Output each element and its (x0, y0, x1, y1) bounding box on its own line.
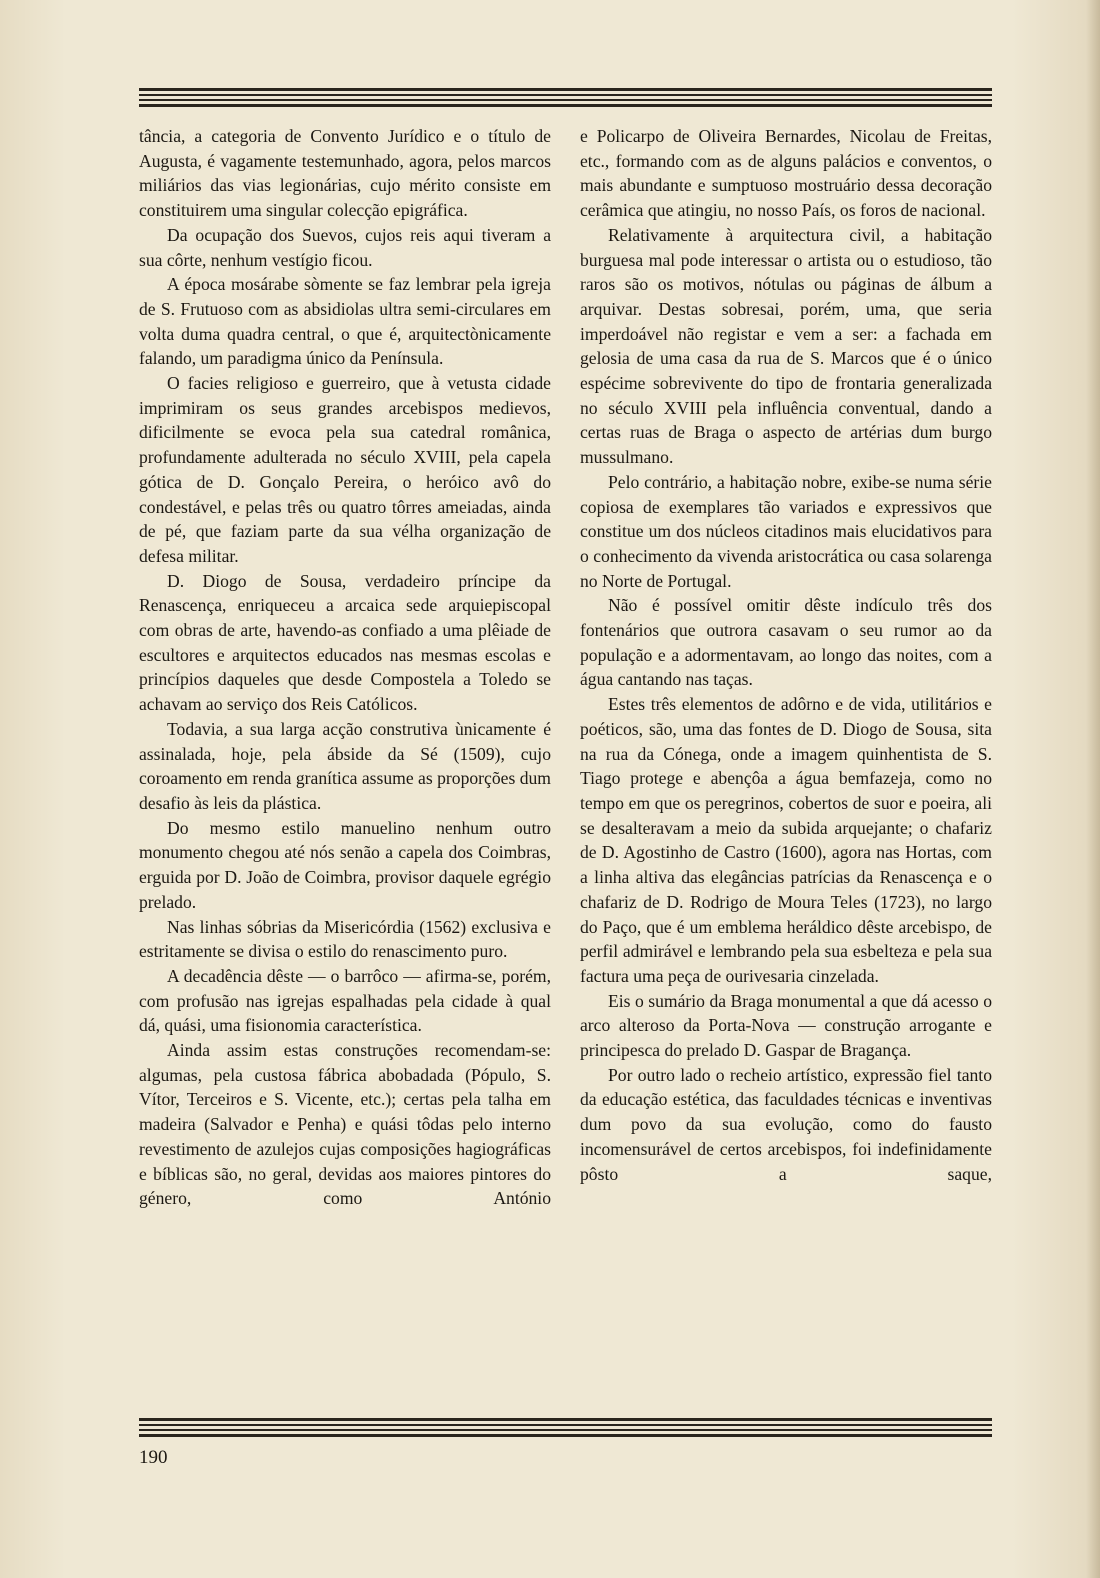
paragraph: D. Diogo de Sousa, verdadeiro príncipe da Renascença, enriqueceu a arcaica sede arquiepiscopal com obras de arte, havendo-as confiado a uma plêiade de escultores e arquitectos educados nas mesmas escolas e princípios daqueles que desde Compostela a Toledo se achavam ao serviço dos Reis Católicos. (139, 570, 551, 715)
top-rule-line (139, 104, 992, 107)
paragraph: Relativamente à arquitectura civil, a habitação burguesa mal pode interessar o artista ou o estudioso, tão raros são os motivos, nótulas ou páginas de álbum a arquivar. Destas sobresai, porém, uma, que seria imperdoável não registar e vem a ser: a fachada em gelosia de uma casa da rua de S. Marcos que é o único espécime sobrevivente do tipo de frontaria generalizada no século XVIII pela influência conventual, dando a certas ruas de Braga o aspecto de artérias dum burgo mussulmano. (580, 224, 992, 468)
top-rule (139, 88, 992, 110)
paragraph: A decadência dêste — o barrôco — afirma-se, porém, com profusão nas igrejas espalhadas pela cidade à qual dá, quási, uma fisionomia característica. (139, 965, 551, 1036)
right-column (580, 124, 992, 1186)
paragraph: Não é possível omitir dêste indículo três dos fontenários que outrora casavam o seu rumor ao da população e a adormentavam, ao longo das noites, com a água cantando nas taças. (580, 595, 992, 690)
paragraph: Da ocupação dos Suevos, cujos reis aqui tiveram a sua côrte, nenhum vestígio ficou. (139, 224, 551, 270)
paragraph: O facies religioso e guerreiro, que à vetusta cidade imprimiram os seus grandes arcebispos medievos, dificilmente se evoca pela sua catedral românica, profundamente adulterada no século XVIII, pela capela gótica de D. Gonçalo Pereira, o heróico avô do condestável, e pelas três ou quatro tôrres ameiadas, ainda de pé, que faziam parte da sua vélha organização de defesa militar. (139, 373, 551, 566)
paragraph: Todavia, a sua larga acção construtiva ùnicamente é assinalada, hoje, pela ábside da Sé (1509), cujo coroamento em renda granítica assume as proporções dum desafio às leis da plástica. (139, 718, 551, 813)
page-number: 190 (139, 1447, 168, 1468)
paragraph: Eis o sumário da Braga monumental a que dá acesso o arco alteroso da Porta-Nova — construção arrogante e principesca do prelado D. Gaspar de Bragança. (580, 990, 992, 1061)
paragraph: Nas linhas sóbrias da Misericórdia (1562) exclusiva e estritamente se divisa o estilo do renascimento puro. (139, 916, 551, 962)
bottom-rule-line (139, 1418, 992, 1421)
paragraph: Do mesmo estilo manuelino nenhum outro monumento chegou até nós senão a capela dos Coimbras, erguida por D. João de Coimbra, provisor daquele egrégio prelado. (139, 817, 551, 912)
paragraph: A época mosárabe sòmente se faz lembrar pela igreja de S. Frutuoso com as absidiolas ultra semi-circulares em volta duma quadra central, o que é, arquitectònicamente falando, um paradigma único da Península. (139, 274, 551, 369)
paragraph: Estes três elementos de adôrno e de vida, utilitários e poéticos, são, uma das fontes de D. Diogo de Sousa, sita na rua da Cónega, onde a imagem quinhentista de S. Tiago protege e abençôa a água bemfazeja, como no tempo em que os peregrinos, cobertos de suor e poeira, ali se desalteravam a meio da subida arquejante; o chafariz de D. Agostinho de Castro (1600), agora nas Hortas, com a linha altiva das elegâncias patrícias da Renascença e o chafariz de D. Rodrigo de Moura Teles (1723), no largo do Paço, que é um emblema heráldico dêste arcebispo, de perfil admirável e lembrando pela sua esbelteza e pela sua factura uma peça de ourivesaria cinzelada. (580, 694, 992, 986)
paragraph: Por outro lado o recheio artístico, expressão fiel tanto da educação estética, das faculdades técnicas e inventivas dum povo da sua evolução, como do fausto incomensurável de certos arcebispos, foi indefinidamente pôsto a saque, (580, 1064, 992, 1184)
bottom-rule-line (139, 1429, 992, 1431)
bottom-rule (139, 1418, 992, 1440)
page-edge-shadow (1086, 0, 1100, 1578)
left-column (139, 124, 551, 1211)
bottom-rule-line (139, 1434, 992, 1437)
top-rule-line (139, 99, 992, 101)
paragraph: e Policarpo de Oliveira Bernardes, Nicolau de Freitas, etc., formando com as de alguns palácios e conventos, o mais abundante e sumptuoso mostruário dessa decoração cerâmica que atingiu, no nosso País, os foros de nacional. (580, 126, 992, 221)
bottom-rule-line (139, 1424, 992, 1426)
paragraph: Pelo contrário, a habitação nobre, exibe-se numa série copiosa de exemplares tão variados e expressivos que constitue um dos núcleos citadinos mais elucidativos para o conhecimento da vivenda aristocrática ou casa solarenga no Norte de Portugal. (580, 471, 992, 591)
paragraph: tância, a categoria de Convento Jurídico e o título de Augusta, é vagamente testemunhado, agora, pelos marcos miliários das vias legionárias, cujo mérito consiste em constituirem uma singular colecção epigráfica. (139, 126, 551, 221)
top-rule-line (139, 94, 992, 96)
top-rule-line (139, 88, 992, 91)
paragraph: Ainda assim estas construções recomendam-se: algumas, pela custosa fábrica abobadada (Pópulo, S. Vítor, Terceiros e S. Vicente, etc.); certas pela talha em madeira (Salvador e Penha) e quási tôdas pelo interno revestimento de azulejos cujas composições hagiográficas e bíblicas são, no geral, devidas aos maiores pintores do género, como António (139, 1040, 551, 1209)
